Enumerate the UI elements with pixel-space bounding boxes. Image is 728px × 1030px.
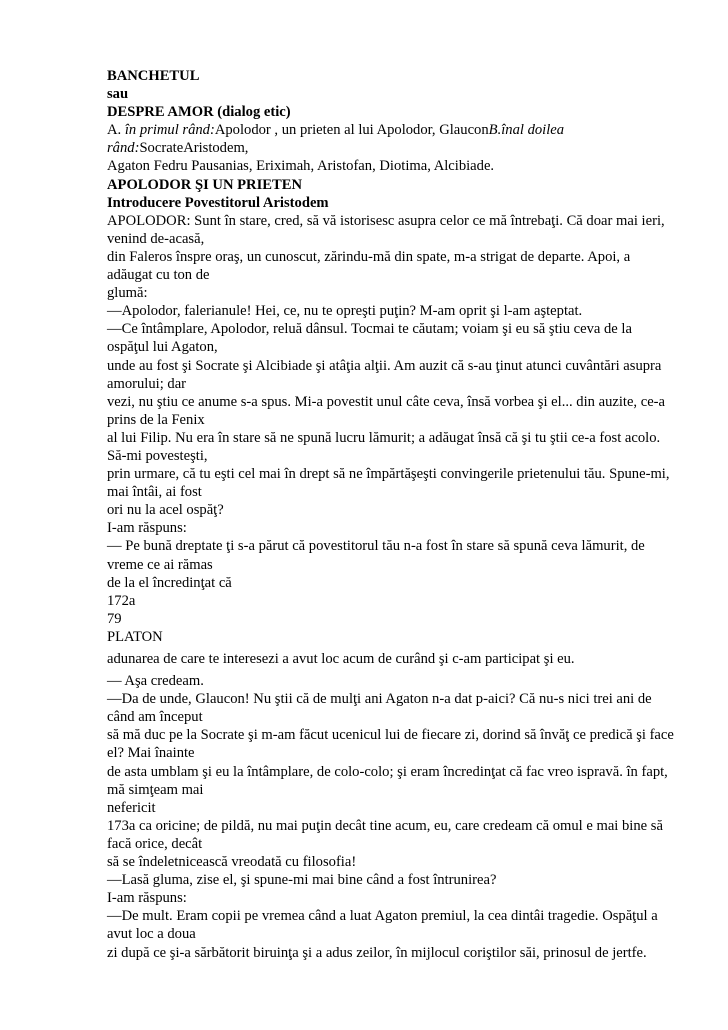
text-line: de la el încredinţat că [107, 574, 232, 591]
text-line: mă simţeam mai [107, 781, 204, 798]
text-line: —Da de unde, Glaucon! Nu ştii că de mulţi ani Agaton n-a dat p-aici? Că nu-s nici trei ani de [107, 691, 652, 708]
text-line: vreme ce ai rămas [107, 556, 213, 573]
text-line: vezi, nu ştiu ce anume s-a spus. Mi-a povestit unul câte ceva, însă vorbea şi el... din auzite, ce-a [107, 393, 666, 410]
characters-text-2: SocrateAristodem, [139, 140, 249, 157]
text-line: să se îndeletnicească vreodată cu filosofia! [107, 854, 357, 871]
text-line: adunarea de care te interesezi a avut loc acum de curând şi c-am participat şi eu. [107, 651, 575, 667]
text-line: al lui Filip. Nu era în stare să ne spună lucru lămurit; a adăugat însă că şi tu ştii ce-a fost acolo. [107, 429, 661, 446]
characters-line-1 [107, 121, 692, 139]
characters-italic-2: B.înal doilea [488, 122, 565, 139]
text-line: amorului; dar [107, 375, 187, 392]
body-part-2 [107, 650, 692, 668]
text-line: ori nu la acel ospăţ? [107, 502, 224, 519]
section-heading: APOLODOR ŞI UN PRIETEN [107, 176, 303, 193]
text-line: Să-mi povesteşti, [107, 447, 208, 464]
body-part-3 [107, 672, 692, 962]
margin-reference: 172a [107, 592, 136, 609]
text-line: prin urmare, că tu eşti cel mai în drept să ne împărtăşeşti convingerile prietenului tău. Spune-mi, [107, 466, 670, 483]
intro-heading: Introducere Povestitorul Aristodem [107, 194, 329, 211]
text-line: glumă: [107, 285, 148, 302]
characters-prefix: A. [107, 122, 125, 139]
characters-line-2 [107, 139, 692, 157]
characters-italic-3: rând: [107, 140, 140, 157]
text-line: 173a ca oricine; de pildă, nu mai puţin decât tine acum, eu, care credeam că omul e mai bine să [107, 817, 663, 834]
text-line: adăugat cu ton de [107, 267, 210, 284]
text-line: avut loc a doua [107, 926, 196, 943]
text-line: zi după ce şi-a sărbătorit biruinţa şi a adus zeilor, în mijlocul coriştilor săi, prinosul de jertfe. [107, 944, 647, 961]
text-line: unde au fost şi Socrate şi Alcibiade şi atâţia alţii. Am auzit că s-au ţinut atunci cuvântări asupra [107, 357, 662, 374]
text-line: — Pe bună dreptate ţi s-a părut că povestitorul tău n-a fost în stare să spună ceva lămurit, de [107, 538, 645, 555]
text-line: I-am răspuns: [107, 890, 187, 907]
text-line: el? Mai înainte [107, 745, 195, 762]
text-line: mai întâi, ai fost [107, 484, 202, 501]
text-line: —De mult. Eram copii pe vremea când a luat Agaton premiul, la cea dintâi tragedie. Ospăţul a [107, 908, 658, 925]
text-line: —Lasă gluma, zise el, şi spune-mi mai bine când a fost întrunirea? [107, 872, 497, 889]
characters-italic-1: în primul rând: [124, 122, 215, 139]
text-line: nefericit [107, 799, 156, 816]
text-line: —Apolodor, falerianule! Hei, ce, nu te opreşti puţin? M-am oprit şi l-am aşteptat. [107, 303, 583, 320]
text-line: —Ce întâmplare, Apolodor, reluă dânsul. Tocmai te căutam; voiam şi eu să ştiu ceva de la [107, 321, 632, 338]
body-part-1 [107, 212, 692, 646]
characters-text-1: Apolodor , un prieten al lui Apolodor, Glaucon [214, 122, 489, 139]
text-line: de asta umblam şi eu la întâmplare, de colo-colo; şi eram încredinţat că fac vreo ispravă. în fapt, [107, 763, 668, 780]
doc-title: BANCHETUL [107, 68, 200, 84]
text-line: să mă duc pe la Socrate şi m-am făcut ucenicul lui de fiecare zi, dorind să învăţ ce predică şi face [107, 727, 674, 744]
text-line: venind de-acasă, [107, 230, 205, 247]
text-line: când am început [107, 709, 203, 726]
text-line: I-am răspuns: [107, 520, 187, 537]
document-text [107, 67, 692, 962]
text-line: din Faleros înspre oraş, un cunoscut, zărindu-mă din spate, m-a strigat de departe. Apoi, a [107, 248, 631, 265]
characters-line-3: Agaton Fedru Pausanias, Eriximah, Aristofan, Diotima, Alcibiade. [107, 158, 495, 175]
text-line: — Aşa credeam. [107, 673, 204, 690]
text-line: APOLODOR: Sunt în stare, cred, să vă istorisesc asupra celor ce mă întrebaţi. Că doar mai ieri, [107, 212, 665, 229]
page-number: 79 [107, 610, 122, 627]
text-line: ospăţul lui Agaton, [107, 339, 218, 356]
text-line: prins de la Fenix [107, 411, 205, 428]
running-header: PLATON [107, 628, 163, 645]
doc-subtitle: DESPRE AMOR (dialog etic) [107, 104, 291, 121]
doc-title-or: sau [107, 86, 129, 103]
text-line: facă orice, decât [107, 835, 203, 852]
